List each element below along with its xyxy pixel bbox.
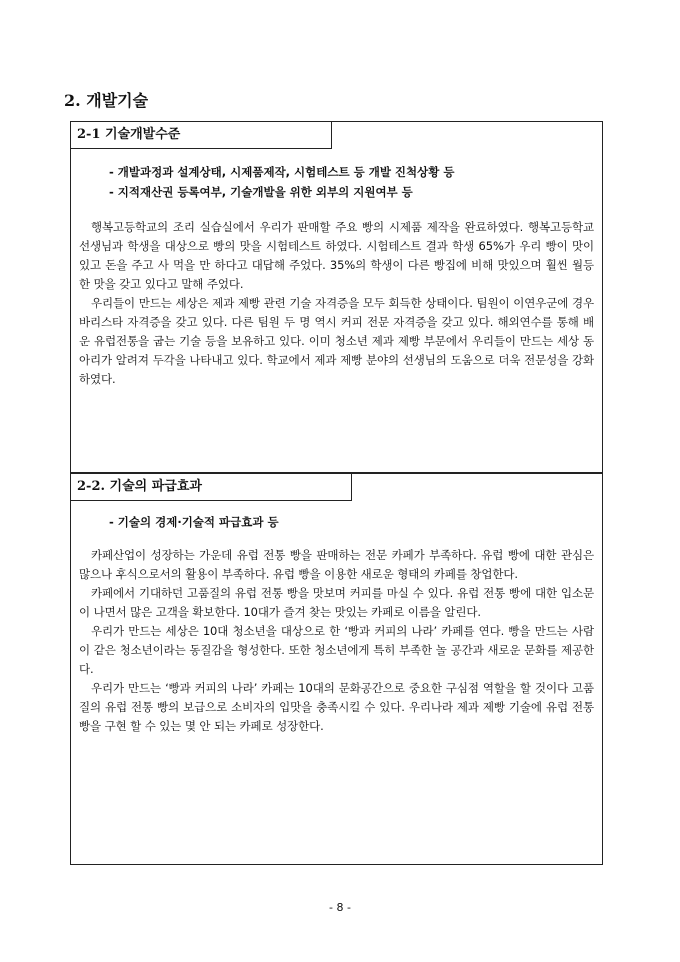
guideline-item: - 기술의 경제·기술적 파급효과 등 [109,515,279,529]
body-paragraph: 카페산업이 성장하는 가운데 유럽 전통 빵을 판매하는 전문 카페가 부족하다. 유럽 빵에 대한 관심은 많으나 후식으로서의 활용이 부족하다. 유럽 빵을 이용한 새로운 형태의 카페를 창업한다. [79,548,594,581]
section-heading: 2. 개발기술 [64,91,149,110]
tech-level-guidelines [109,162,454,202]
tech-effect-box [70,473,603,865]
body-paragraph: 우리가 만드는 ‘빵과 커피의 나라’ 카페는 10대의 문화공간으로 중요한 구심점 역할을 할 것이다 고품질의 유럽 전통 빵의 보급으로 소비자의 입맛을 충족시킬 수 있다. 우리나라 제과 제빵 기술에 유럽 전통 빵을 구현 할 수 있는 몇 안 되는 카페로 성장한다. [79,681,594,733]
tech-effect-guidelines [109,512,279,532]
body-paragraph: 우리들이 만드는 세상은 제과 제빵 관련 기술 자격증을 모두 회득한 상태이다. 팀원이 이연우군에 경우 바리스타 자격증을 갖고 있다. 다른 팀원 두 명 역시 커피 전문 자격증을 갖고 있다. 해외연수를 통해 배운 유럽전통을 굽는 기술 등을 보유하고 있다. 이미 청소년 제과 제빵 부문에서 우리들이 만드는 세상 동아리가 알려져 두각을 나타내고 있다. 학교에서 제과 제빵 분야의 선생님의 도움으로 더욱 전문성을 강화하였다. [79,296,594,386]
body-paragraph: 행복고등학교의 조리 실습실에서 우리가 판매할 주요 빵의 시제품 제작을 완료하였다. 행복고등학교 선생님과 학생을 대상으로 빵의 맛을 시험테스트 하였다. 시험테스트 결과 학생 65%가 우리 빵이 맛이 있고 돈을 주고 사 먹을 만 하다고 대답해 주었다. 35%의 학생이 다른 빵집에 비해 맛있으며 훨씬 월등한 맛을 갖고 있다고 말해 주었다. [79,220,594,291]
tech-level-box [70,121,603,473]
tech-effect-title: 2-2. 기술의 파급효과 [70,473,352,501]
body-paragraph: 우리가 만드는 세상은 10대 청소년을 대상으로 한 ‘빵과 커피의 나라’ 카페를 연다. 빵을 만드는 사람이 같은 청소년이라는 동질감을 형성한다. 또한 청소년에게 특히 부족한 놀 공간과 새로운 문화를 제공한다. [79,624,594,676]
body-paragraph: 카페에서 기대하던 고품질의 유럽 전통 빵을 맛보며 커피를 마실 수 있다. 유럽 전통 빵에 대한 입소문이 나면서 많은 고객을 확보한다. 10대가 즐겨 찾는 맛있는 카페로 이름을 알린다. [79,586,594,619]
tech-level-title: 2-1 기술개발수준 [70,121,332,149]
guideline-item: - 지적재산권 등록여부, 기술개발을 위한 외부의 지원여부 등 [109,185,413,199]
tech-effect-body [79,546,594,736]
tech-level-body [79,218,594,389]
page-number: - 8 - [329,901,351,914]
guideline-item: - 개발과정과 설계상태, 시제품제작, 시험테스트 등 개발 진척상황 등 [109,165,455,179]
